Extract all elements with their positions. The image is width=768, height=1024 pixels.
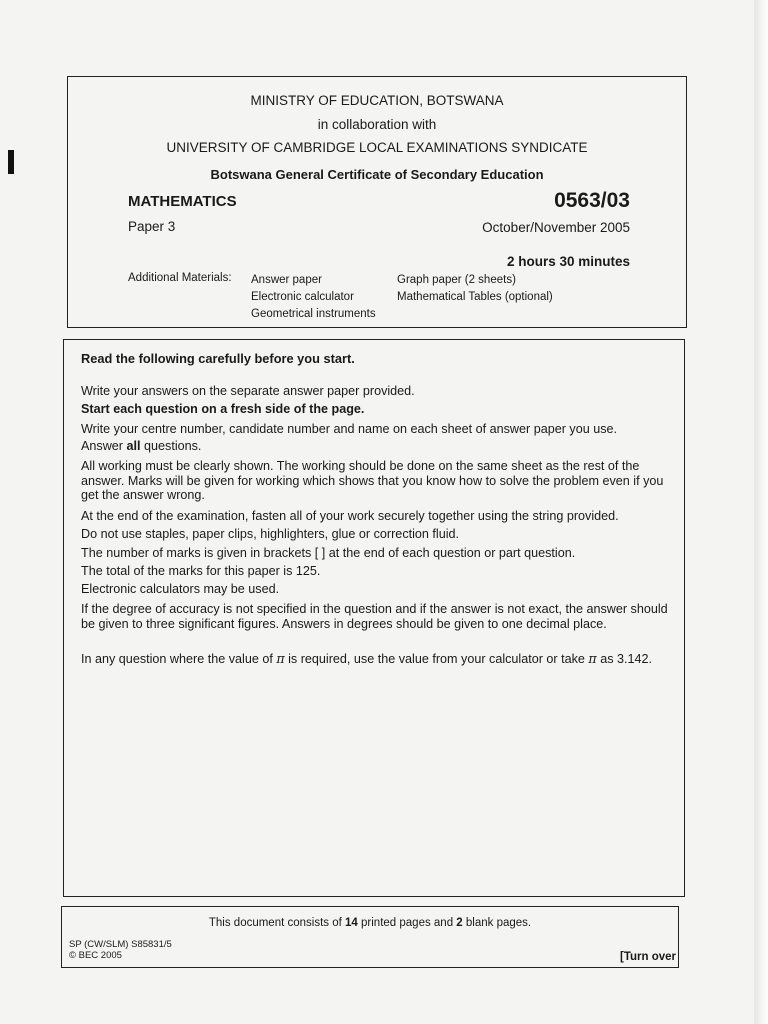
exam-session: October/November 2005: [482, 220, 630, 235]
instruction-paragraph: All working must be clearly shown. The working should be done on the same sheet as the rest of the answer. Marks will be given for working which shows that you know how to solve the problem even if you get the answer wrong.: [81, 459, 664, 502]
instruction-line: Do not use staples, paper clips, highlighters, glue or correction fluid.: [81, 527, 460, 541]
collaboration-line: in collaboration with: [317, 117, 437, 132]
paper-code: 0563/03: [554, 189, 630, 212]
instruction-line: Write your answers on the separate answer paper provided.: [81, 384, 415, 398]
instruction-line: Electronic calculators may be used.: [81, 582, 280, 596]
material-item: Geometrical instruments: [251, 308, 376, 320]
certificate-line: Botswana General Certificate of Secondary Education: [210, 167, 544, 182]
materials-label: Additional Materials:: [128, 272, 232, 284]
paper-number: Paper 3: [128, 219, 176, 234]
header-box: [67, 76, 687, 328]
instruction-paragraph: If the degree of accuracy is not specified in the question and if the answer is not exact, the answer should be given to three significant figures. Answers in degrees should be given to one decimal place.: [81, 602, 668, 631]
material-item: Answer paper: [251, 274, 322, 286]
material-item: Graph paper (2 sheets): [397, 274, 516, 286]
instruction-line: Start each question on a fresh side of the page.: [81, 402, 365, 416]
instructions-box: [63, 339, 685, 897]
margin-mark: [8, 150, 14, 174]
material-item: Mathematical Tables (optional): [397, 291, 553, 303]
instruction-line: At the end of the examination, fasten all of your work securely together using the string provided.: [81, 509, 619, 523]
instruction-paragraph: In any question where the value of π is required, use the value from your calculator or take π as 3.142.: [81, 651, 653, 666]
material-item: Electronic calculator: [251, 291, 354, 303]
footer-box: [61, 906, 679, 968]
instructions-heading: Read the following carefully before you start.: [81, 351, 355, 366]
turn-over-label: [Turn over: [619, 951, 676, 963]
subject-title: MATHEMATICS: [128, 193, 237, 210]
exam-duration: 2 hours 30 minutes: [506, 254, 630, 269]
ministry-line: MINISTRY OF EDUCATION, BOTSWANA: [250, 93, 504, 108]
document-reference: SP (CW/SLM) S85831/5 © BEC 2005: [69, 939, 172, 961]
materials-column-1: [251, 272, 376, 323]
instruction-line: The total of the marks for this paper is 125.: [81, 564, 321, 578]
page-count-note: This document consists of 14 printed pages and 2 blank pages.: [208, 917, 532, 929]
materials-column-2: [397, 272, 553, 306]
instruction-line: The number of marks is given in brackets [ ] at the end of each question or part question.: [81, 546, 576, 560]
page-edge: [754, 0, 768, 1024]
instruction-line: Answer all questions.: [81, 439, 202, 453]
university-line: UNIVERSITY OF CAMBRIDGE LOCAL EXAMINATIONS SYNDICATE: [166, 140, 588, 155]
instruction-line: Write your centre number, candidate number and name on each sheet of answer paper you use.: [81, 422, 618, 436]
